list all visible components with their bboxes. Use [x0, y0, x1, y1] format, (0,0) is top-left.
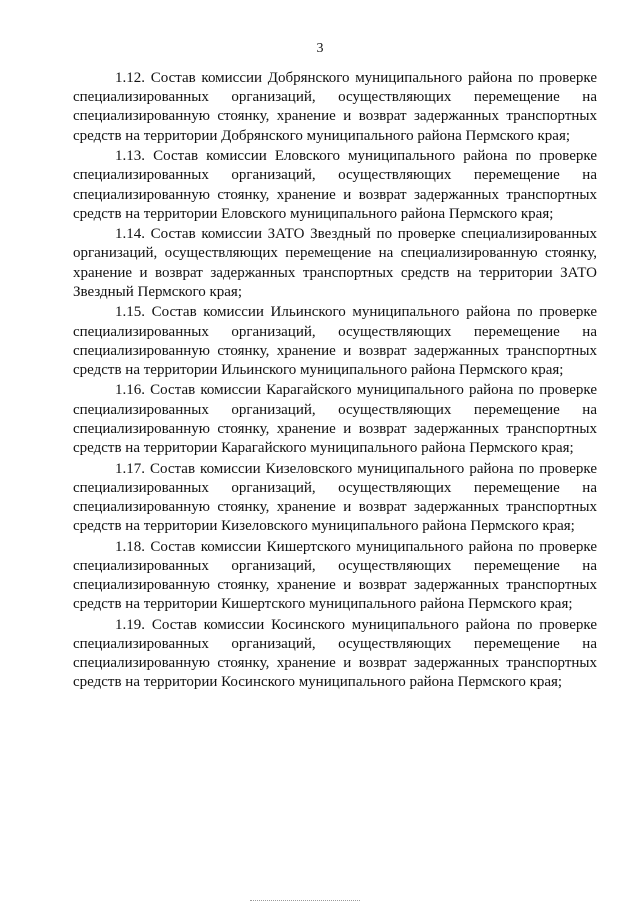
paragraph-1-12: 1.12. Состав комиссии Добрянского муниципального района по проверке специализированных организаций, осуществляющих перемещение на специализированную стоянку, хранение и возврат задержанных транспортных средств на территории Добрянского муниципального района Пермского края; [73, 70, 597, 144]
paragraph-1-13: 1.13. Состав комиссии Еловского муниципального района по проверке специализированных организаций, осуществляющих перемещение на специализированную стоянку, хранение и возврат задержанных транспортных средств на территории Еловского муниципального района Пермского края; [73, 148, 597, 222]
scan-artifact-line [250, 900, 360, 902]
document-body [73, 69, 597, 694]
paragraph-1-15: 1.15. Состав комиссии Ильинского муниципального района по проверке специализированных организаций, осуществляющих перемещение на специализированную стоянку, хранение и возврат задержанных транспортных средств на территории Ильинского муниципального района Пермского края; [73, 304, 597, 378]
paragraph-1-18: 1.18. Состав комиссии Кишертского муниципального района по проверке специализированных организаций, осуществляющих перемещение на специализированную стоянку, хранение и возврат задержанных транспортных средств на территории Кишертского муниципального района Пермского края; [73, 538, 597, 613]
page-number: 3 [316, 41, 324, 56]
paragraph-1-16: 1.16. Состав комиссии Карагайского муниципального района по проверке специализированных организаций, осуществляющих перемещение на специализированную стоянку, хранение и возврат задержанных транспортных средств на территории Карагайского муниципального района Пермского края; [73, 382, 597, 457]
paragraph-1-17: 1.17. Состав комиссии Кизеловского муниципального района по проверке специализированных организаций, осуществляющих перемещение на специализированную стоянку, хранение и возврат задержанных транспортных средств на территории Кизеловского муниципального района Пермского края; [73, 460, 597, 535]
paragraph-1-19: 1.19. Состав комиссии Косинского муниципального района по проверке специализированных организаций, осуществляющих перемещение на специализированную стоянку, хранение и возврат задержанных транспортных средств на территории Косинского муниципального района Пермского края; [73, 616, 597, 691]
paragraph-1-14: 1.14. Состав комиссии ЗАТО Звездный по проверке специализированных организаций, осуществляющих перемещение на специализированную стоянку, хранение и возврат задержанных транспортных средств на территории ЗАТО Звездный Пермского края; [73, 226, 597, 300]
